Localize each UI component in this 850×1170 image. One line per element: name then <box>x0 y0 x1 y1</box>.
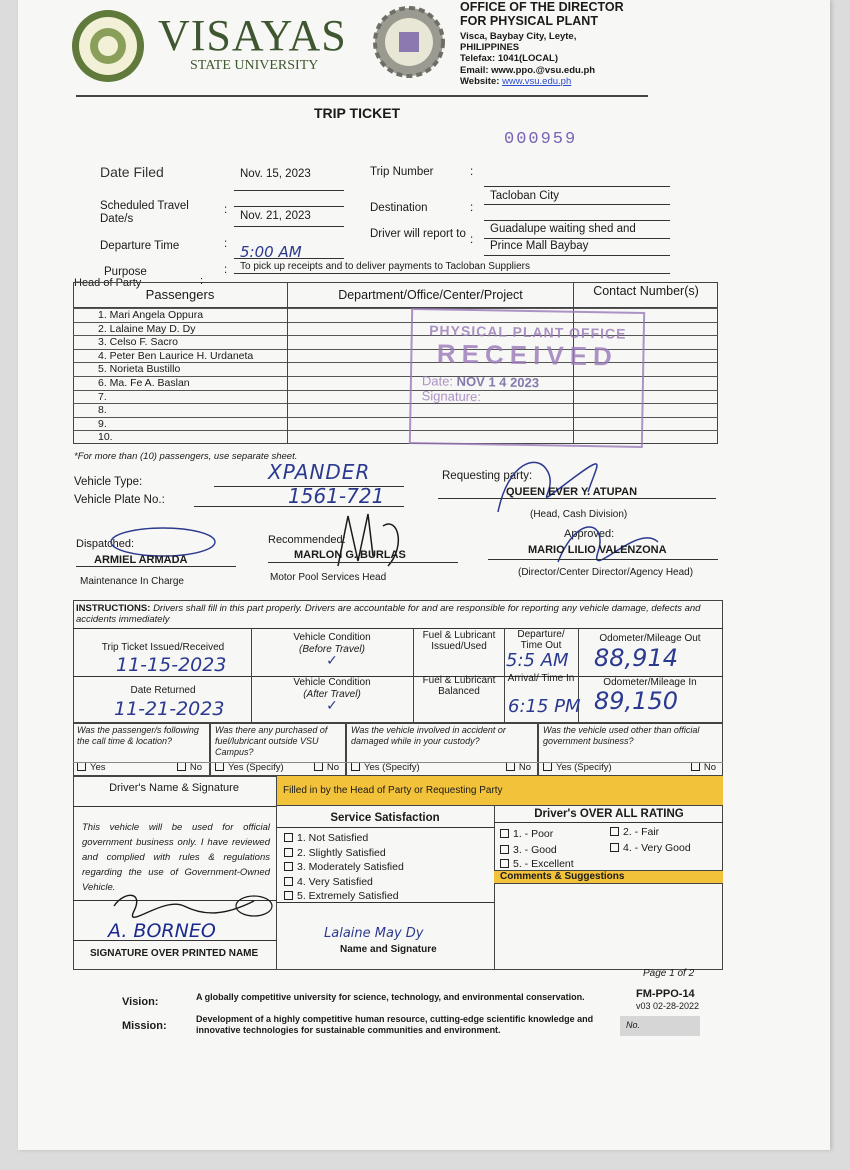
ticket-number: 000959 <box>504 130 578 149</box>
destination-label: Destination <box>370 202 428 214</box>
questions-divider <box>73 762 723 763</box>
service-option[interactable] <box>284 890 399 902</box>
yes-option-label: Yes (Specify) <box>556 762 612 773</box>
service-option[interactable] <box>284 861 404 873</box>
service-satisfaction-title: Service Satisfaction <box>330 812 440 824</box>
header-divider <box>76 95 648 97</box>
stamp-date-label: Date: <box>421 373 454 389</box>
service-option-label: 5. Extremely Satisfied <box>297 890 399 902</box>
overall-option-label: 2. - Fair <box>623 826 660 838</box>
yes-checkbox[interactable] <box>215 762 284 773</box>
page-number: Page 1 of 2 <box>643 968 695 979</box>
requesting-party-label: Requesting party: <box>442 470 533 482</box>
checkbox[interactable] <box>610 843 619 852</box>
page-title: TRIP TICKET <box>314 105 401 121</box>
scheduled-travel-value: Nov. 21, 2023 <box>240 210 311 222</box>
departure-out-label: Departure/ Time Out <box>517 629 565 651</box>
trip-number-colon: : <box>470 166 474 178</box>
question-cell <box>210 722 346 776</box>
departure-colon: : <box>224 238 228 250</box>
fuel-issued-label: Fuel & Lubricant Issued/Used <box>422 630 496 652</box>
instructions-text: Drivers shall fill in this part properly. Drivers are accountable for and are responsible for reporting any vehicle damage, defects and accidents immediately <box>76 603 701 625</box>
filled-by-banner: Filled in by the Head of Party or Requesting Party <box>276 776 723 806</box>
report-to-label: Driver will report to <box>370 228 466 240</box>
destination-value: Tacloban City <box>490 190 560 202</box>
no-checkbox[interactable] <box>314 762 339 773</box>
departure-time-label: Departure Time <box>100 240 180 252</box>
dispatched-title: Maintenance In Charge <box>80 576 184 587</box>
cond-after-label: Vehicle Condition <box>293 677 371 688</box>
yes-checkbox[interactable] <box>77 762 106 773</box>
overall-line <box>494 822 723 823</box>
passenger-name: 7. <box>98 391 107 403</box>
purpose-colon: : <box>224 264 228 276</box>
report-to-line-2: Prince Mall Baybay <box>490 240 589 252</box>
odometer-out-value: 88,914 <box>594 644 678 672</box>
passenger-name: 9. <box>98 418 107 430</box>
yes-checkbox[interactable] <box>351 762 420 773</box>
instr-line-1 <box>73 628 723 629</box>
yes-option-label: Yes (Specify) <box>228 762 284 773</box>
issued-label: Trip Ticket Issued/Received <box>101 642 225 653</box>
vision-text: A globally competitive university for science, technology, and environmental conservation. <box>196 992 585 1002</box>
department-header: Department/Office/Center/Project <box>287 282 574 308</box>
university-name: VISAYAS <box>158 11 347 60</box>
approved-signature <box>548 512 668 572</box>
passenger-name: 10. <box>98 431 113 443</box>
driver-printed-name: A. BORNEO <box>108 920 216 942</box>
question-text: Was there any purchased of fuel/lubricant outside VSU Campus? <box>215 725 328 757</box>
instr-vline-1 <box>251 628 252 724</box>
approved-name: MARIO LILIO VALENZONA <box>528 544 667 556</box>
approved-title: (Director/Center Director/Agency Head) <box>518 567 694 578</box>
mission-text: Development of a highly competitive human resource, cutting-edge scientific knowledge and innovative technologies for sustainable communities and environment. <box>196 1014 594 1035</box>
cond-after-sub: (After Travel) <box>303 689 361 700</box>
approved-line <box>488 559 718 560</box>
destination-colon: : <box>470 202 474 214</box>
checkbox[interactable] <box>284 877 293 886</box>
instr-vline-3 <box>504 628 505 724</box>
requesting-title: (Head, Cash Division) <box>530 509 628 520</box>
rating-vline-1 <box>276 806 277 970</box>
question-cell <box>346 722 538 776</box>
vsu-seal-logo <box>70 8 146 84</box>
recommended-title: Motor Pool Services Head <box>270 572 387 583</box>
destination-line <box>484 204 670 205</box>
service-line <box>276 827 494 828</box>
question-cell <box>538 722 723 776</box>
instructions-label: INSTRUCTIONS: <box>76 603 151 614</box>
overall-option-label: 5. - Excellent <box>513 858 574 870</box>
overall-option[interactable] <box>500 858 574 870</box>
scheduled-line-bottom <box>234 226 344 227</box>
trip-number-label: Trip Number <box>370 166 434 178</box>
passenger-name: 4. Peter Ben Laurice H. Urdaneta <box>98 350 254 362</box>
office-line-2: FOR PHYSICAL PLANT <box>460 14 598 28</box>
mission-label: Mission: <box>122 1020 167 1032</box>
driver-name-signature-label: Driver's Name & Signature <box>109 782 239 794</box>
contact-header: Contact Number(s) <box>573 282 718 308</box>
yes-checkbox[interactable] <box>543 762 612 773</box>
question-cell <box>73 722 210 776</box>
odometer-in-value: 89,150 <box>594 687 678 715</box>
odometer-in-label: Odometer/Mileage In <box>603 677 697 688</box>
vehicle-type-value: XPANDER <box>268 460 371 484</box>
overall-option[interactable] <box>500 828 553 840</box>
report-to-colon: : <box>470 234 474 246</box>
service-option-label: 4. Very Satisfied <box>297 875 373 888</box>
comments-banner: Comments & Suggestions <box>494 870 723 884</box>
cond-before-check: ✓ <box>326 653 338 669</box>
form-version: v03 02-28-2022 <box>636 1001 700 1011</box>
passenger-name: 6. Ma. Fe A. Baslan <box>98 377 190 389</box>
returned-value: 11-21-2023 <box>114 698 225 720</box>
issued-value: 11-15-2023 <box>116 654 227 676</box>
departure-out-value: 5:5 AM <box>506 650 569 671</box>
university-subtitle: STATE UNIVERSITY <box>190 58 319 73</box>
scheduled-travel-label: Scheduled Travel Date/s <box>100 200 189 225</box>
received-stamp <box>409 308 645 448</box>
purpose-value: To pick up receipts and to deliver payments to Tacloban Suppliers <box>240 261 530 272</box>
checkbox[interactable] <box>284 848 293 857</box>
dispatched-label: Dispatched: <box>76 538 135 550</box>
arrival-in-value: 6:15 PM <box>508 696 581 717</box>
report-line-a <box>484 238 670 239</box>
returned-label: Date Returned <box>130 685 196 696</box>
vision-label: Vision: <box>122 996 159 1008</box>
requesting-name: QUEEN EVER Y. ATUPAN <box>506 486 638 498</box>
signature-over-name-label: SIGNATURE OVER PRINTED NAME <box>90 948 259 959</box>
cond-before-label: Vehicle Condition <box>293 632 371 643</box>
name-signature-label: Name and Signature <box>340 944 437 955</box>
overall-option[interactable] <box>500 844 557 856</box>
destination-line-2 <box>484 220 670 221</box>
purpose-line <box>234 273 670 274</box>
question-text: Was the vehicle used other than official government business? <box>543 725 700 746</box>
departure-line <box>234 258 344 259</box>
table-column-divider <box>287 308 288 444</box>
passenger-name: 1. Mari Angela Oppura <box>98 309 204 321</box>
driver-statement: This vehicle will be used for official government business only. I have reviewed and complied with rules & regulations regarding the use of Government-Owned Vehicle. <box>82 822 270 893</box>
passenger-note: *For more than (10) passengers, use separate sheet. <box>74 451 298 462</box>
rating-line-sig-bottom <box>73 940 277 941</box>
passenger-name: 2. Lalaine May D. Dy <box>98 323 196 335</box>
checkbox[interactable] <box>284 862 293 871</box>
service-option[interactable] <box>284 876 373 888</box>
instr-vline-2 <box>413 628 414 724</box>
recommended-signature <box>328 506 408 576</box>
report-line-b <box>484 255 670 256</box>
form-code: FM-PPO-14 <box>636 988 695 1000</box>
comments-field[interactable] <box>498 890 718 964</box>
question-text: Was the passenger/s following the call time & location? <box>77 725 199 746</box>
overall-rating-title: Driver's OVER ALL RATING <box>534 808 684 820</box>
service-option[interactable] <box>284 847 386 859</box>
rating-vline-2 <box>494 806 495 970</box>
checkbox[interactable] <box>284 891 293 900</box>
overall-option[interactable] <box>610 826 659 838</box>
vehicle-type-label: Vehicle Type: <box>74 476 143 488</box>
overall-option[interactable] <box>610 842 691 854</box>
passenger-name: 5. Norieta Bustillo <box>98 363 181 375</box>
checkbox[interactable] <box>610 827 619 836</box>
no-option-label: No <box>189 762 202 773</box>
cond-before-sub: (Before Travel) <box>299 644 365 655</box>
stamp-received: RECEIVED <box>436 338 619 372</box>
report-to-line-1: Guadalupe waiting shed and <box>490 223 636 235</box>
fuel-balanced-label: Fuel & Lubricant Balanced <box>422 675 496 697</box>
vehicle-plate-label: Vehicle Plate No.: <box>74 494 165 506</box>
yes-option-label: Yes (Specify) <box>364 762 420 773</box>
trip-number-line <box>484 186 670 187</box>
address-line-2: PHILIPPINES <box>460 42 520 53</box>
cond-after-check: ✓ <box>326 698 338 714</box>
no-checkbox[interactable] <box>177 762 202 773</box>
email: Email: www.ppo.@vsu.edu.ph <box>460 65 596 76</box>
website-label: Website: <box>460 76 500 87</box>
passenger-name: 3. Celso F. Sacro <box>98 336 178 348</box>
checkbox[interactable] <box>500 829 509 838</box>
scheduled-line-top <box>234 206 344 207</box>
website-link[interactable]: www.vsu.edu.ph <box>502 76 572 87</box>
overall-option-label: 1. - Poor <box>513 828 554 840</box>
service-option-label: 3. Moderately Satisfied <box>297 861 404 873</box>
passengers-header: Passengers <box>73 282 288 308</box>
departure-time-value: 5:00 AM <box>240 243 302 261</box>
vehicle-plate-value: 1561-721 <box>288 484 385 508</box>
rating-line-driver <box>73 806 277 807</box>
requesting-line <box>438 498 716 499</box>
no-option-label: No <box>326 762 339 773</box>
service-line-2 <box>276 902 494 903</box>
overall-option-label: 4. - Very Good <box>623 842 691 854</box>
checkbox[interactable] <box>500 845 509 854</box>
approved-label: Approved: <box>564 528 615 540</box>
dispatched-name: ARMIEL ARMADA <box>94 554 188 566</box>
recommended-name: MARLON G. BURLAS <box>294 549 406 561</box>
question-text: Was the vehicle involved in accident or damaged while in your custody? <box>351 725 506 746</box>
service-option-label: 1. Not Satisfied <box>297 832 369 844</box>
date-filed-value: Nov. 15, 2023 <box>240 168 311 180</box>
date-filed-label: Date Filed <box>100 164 164 180</box>
rater-name: Lalaine May Dy <box>324 926 424 941</box>
no-option-label: No <box>703 762 716 773</box>
date-filed-line <box>234 190 344 191</box>
head-of-party-colon: : <box>200 275 204 287</box>
checkbox[interactable] <box>500 859 509 868</box>
service-option[interactable] <box>284 832 368 844</box>
ppo-gear-logo <box>373 6 445 78</box>
checkbox[interactable] <box>284 833 293 842</box>
telefax: Telefax: 1041(LOCAL) <box>460 53 559 64</box>
stamp-office: PHYSICAL PLANT OFFICE <box>429 322 627 342</box>
recommended-line <box>268 562 458 563</box>
recommended-label: Recommended: <box>268 534 346 546</box>
dispatched-line <box>76 566 236 567</box>
office-line-1: OFFICE OF THE DIRECTOR <box>460 0 624 14</box>
stamp-date: NOV 1 4 2023 <box>456 373 540 391</box>
yes-option-label: Yes <box>90 762 106 773</box>
no-field: No. <box>620 1016 700 1036</box>
trip-ticket-document <box>18 0 830 1150</box>
overall-option-label: 3. - Good <box>513 844 557 856</box>
no-checkbox[interactable] <box>506 762 531 773</box>
head-of-party-label: Head of Party <box>74 277 142 289</box>
no-option-label: No <box>518 762 531 773</box>
odometer-out-label: Odometer/Mileage Out <box>599 633 701 644</box>
arrival-in-label: Arrival/ Time In <box>507 673 575 684</box>
passenger-name: 8. <box>98 404 107 416</box>
service-option-label: 2. Slightly Satisfied <box>297 846 386 859</box>
no-checkbox[interactable] <box>691 762 716 773</box>
stamp-signature-label: Signature: <box>421 388 482 405</box>
purpose-label: Purpose <box>104 266 147 278</box>
scheduled-colon: : <box>224 204 228 216</box>
address-line-1: Visca, Baybay City, Leyte, <box>460 31 577 42</box>
